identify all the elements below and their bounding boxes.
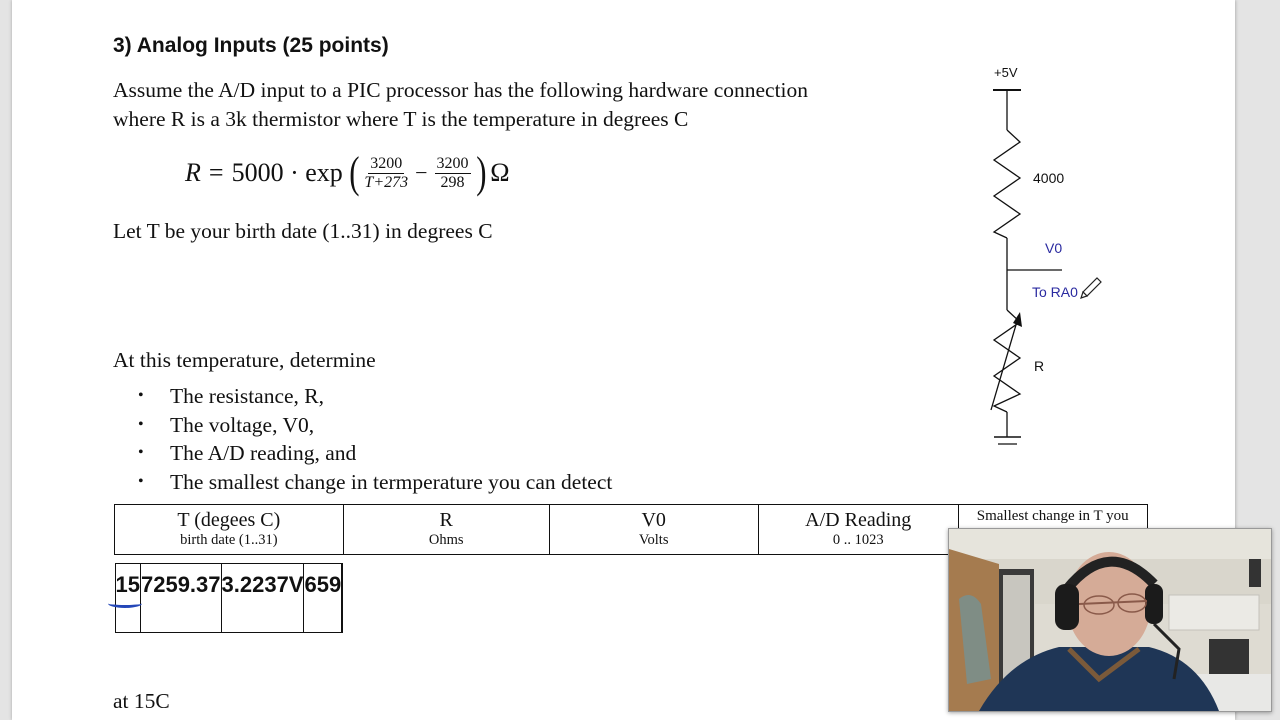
resistor-label: 4000 [1033,170,1065,186]
ad-reading-value: 659 [304,572,342,597]
section-heading: 3) Analog Inputs (25 points) [113,34,389,57]
value-cell-ad-reading [304,564,342,633]
value-cell-resistance [140,564,221,633]
intro-line-2: where R is a 3k thermistor where T is the temperature in degrees C [113,107,689,131]
node-label: V0 [1045,240,1063,256]
determine-list [138,382,612,496]
formula-coef: 5000 · exp [231,158,343,187]
header-title: V0 [641,509,666,531]
right-paren: ) [475,148,487,197]
header-cell-voltage [549,505,758,555]
bullet-icon: • [138,415,144,433]
value-cell-temperature [115,564,140,633]
frac1-denominator: T+273 [364,173,409,191]
list-item [138,468,612,497]
fraction-1 [364,155,408,192]
table-row [115,555,344,633]
left-paren: ( [348,148,360,197]
frac2-numerator: 3200 [436,154,469,172]
supply-label: +5V [994,65,1018,80]
list-item [138,411,612,440]
intro-paragraph [113,76,808,134]
bullet-icon: • [138,444,144,461]
presenter-webcam [948,528,1272,712]
circuit-diagram [980,60,1120,455]
temperature-text: 15 [115,572,140,597]
list-item [138,439,612,468]
output-label: To RA0 [1032,284,1078,300]
list-item-text: The A/D reading, and [170,441,357,465]
list-item-text: The smallest change in termperature you can detect [170,469,613,494]
pen-underline-annotation [108,599,142,608]
formula-equals: = [208,158,224,187]
let-line: Let T be your birth date (1..31) in degrees C [113,219,493,243]
frac1-numerator: 3200 [370,154,403,172]
bullet-icon: • [138,387,144,404]
fraction-2 [435,155,471,192]
resistance-value: 7259.37 [140,572,221,597]
header-cell-temperature [115,505,344,555]
header-title: Smallest change in T you [976,508,1129,524]
bullet-icon: • [138,472,144,490]
voltage-value: 3.2237V [221,572,304,597]
temperature-value [116,564,140,598]
frac2-denominator: 298 [440,173,465,191]
formula-lhs: R [185,158,201,187]
footer-note: at 15C [113,689,170,713]
determine-line: At this temperature, determine [113,348,376,372]
formula-unit: Ω [490,158,510,187]
value-cell-voltage [221,564,304,633]
resistance-formula [185,148,510,198]
list-item [138,382,612,411]
header-title: A/D Reading [805,509,912,531]
webcam-video-frame [949,529,1271,711]
header-sub: birth date (1..31) [180,532,278,548]
value-cell-smallest-change [342,564,343,633]
list-item-text: The voltage, V0, [170,412,315,437]
header-title: R [439,509,453,531]
header-title: T (degees C) [177,509,281,531]
header-cell-resistance [343,505,549,555]
formula-minus: − [415,160,428,185]
header-sub: 0 .. 1023 [832,532,884,548]
header-cell-ad-reading [758,505,958,555]
intro-line-1: Assume the A/D input to a PIC processor has the following hardware connection [113,78,809,102]
thermistor-arrow-icon [1013,312,1022,327]
pencil-icon [1081,278,1101,298]
list-item-text: The resistance, R, [170,384,325,408]
thermistor-label: R [1034,358,1045,374]
header-sub: Volts [638,532,669,548]
header-sub: Ohms [428,532,464,548]
